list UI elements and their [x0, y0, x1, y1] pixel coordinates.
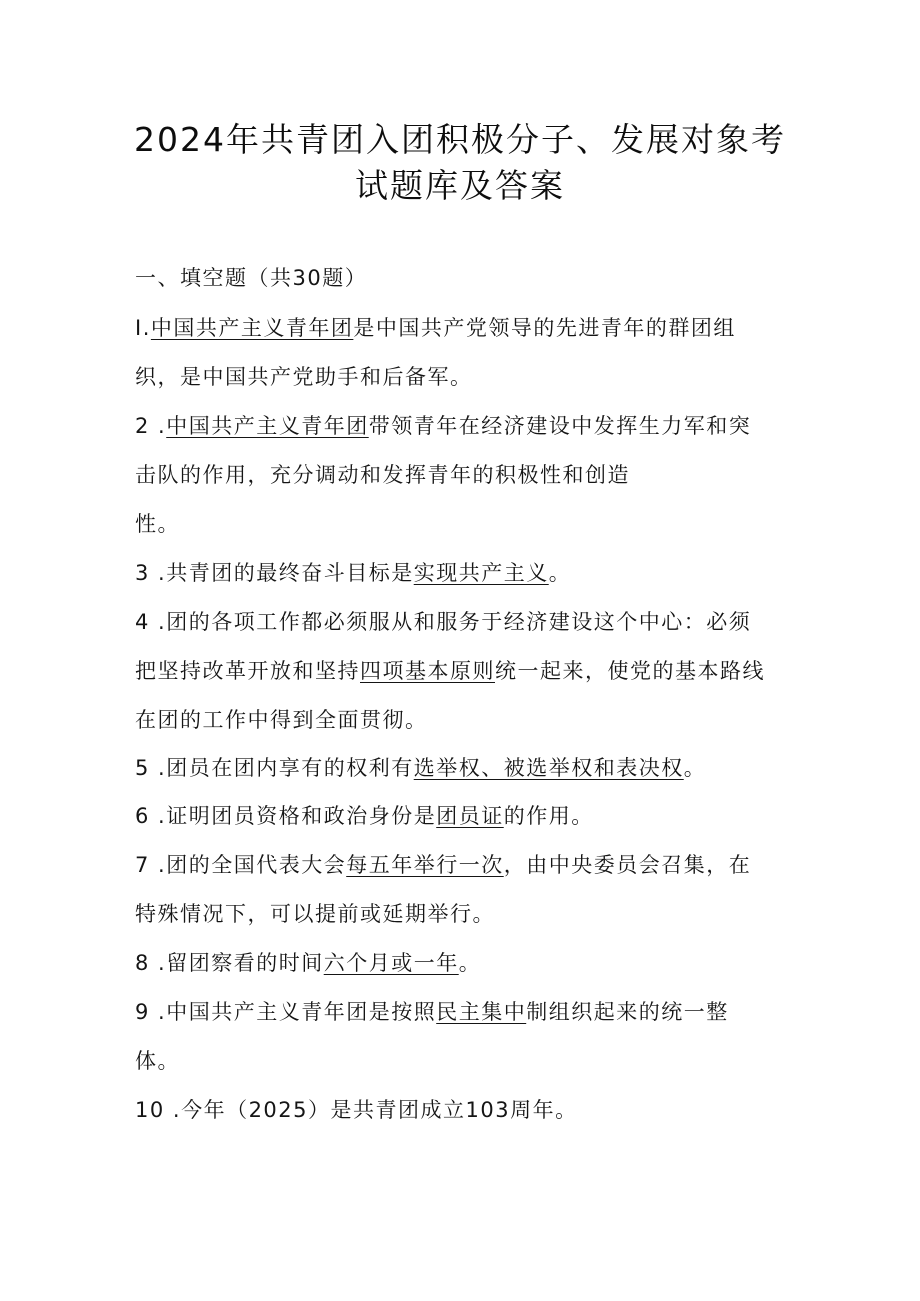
question-4-line-1: 4 .团的各项工作都必须服从和服务于经济建设这个中心：必须 — [135, 610, 752, 634]
question-8-text: 8 .留团察看的时间 — [135, 951, 324, 975]
question-10-line-1: 10 .今年（2025）是共青团成立103周年。 — [135, 1098, 578, 1122]
question-2-answer: 中国共产主义青年团 — [166, 414, 369, 438]
question-2-text: 带领青年在经济建设中发挥生力军和突 — [368, 414, 752, 438]
question-6-line-1 — [135, 800, 594, 830]
question-3-suffix: 。 — [548, 561, 572, 585]
question-9-line-1 — [135, 996, 729, 1026]
question-7-answer: 每五年举行一次 — [346, 853, 504, 877]
question-5-answer: 选举权、被选举权和表决权 — [413, 756, 684, 780]
question-3-text: 3 .共青团的最终奋斗目标是 — [135, 561, 414, 585]
question-7-line-2: 特殊情况下，可以提前或延期举行。 — [135, 902, 495, 926]
question-6-text: 6 .证明团员资格和政治身份是 — [135, 804, 437, 828]
question-1-text: 是中国共产党领导的先进青年的群团组 — [353, 316, 736, 340]
question-6-suffix: 的作用。 — [503, 804, 594, 828]
question-2-line-1 — [135, 410, 751, 440]
question-2-line-2: 击队的作用，充分调动和发挥青年的积极性和创造 — [135, 463, 630, 487]
question-8-suffix: 。 — [458, 951, 482, 975]
question-8-line-1 — [135, 947, 481, 977]
question-5-text: 5 .团员在团内享有的权利有 — [135, 756, 414, 780]
question-5-line-1 — [135, 752, 706, 782]
question-2-line-3: 性。 — [135, 512, 180, 536]
document-title-line-2: 试题库及答案 — [355, 166, 565, 205]
question-4-suffix: 统一起来，使党的基本路线 — [495, 659, 765, 683]
question-9-suffix: 制组织起来的统一整 — [526, 1000, 729, 1024]
question-6-answer: 团员证 — [436, 804, 504, 828]
question-4-text: 把坚持改革开放和坚持 — [135, 659, 360, 683]
document-title-line-1: 2024年共青团入团积极分子、发展对象考 — [134, 120, 786, 159]
question-1-prefix: I. — [135, 316, 151, 340]
question-4-line-2 — [135, 655, 765, 685]
question-7-line-1 — [135, 849, 751, 879]
question-9-text: 9 .中国共产主义青年团是按照 — [135, 1000, 437, 1024]
question-2-prefix: 2 . — [135, 414, 167, 438]
question-7-text: 7 .团的全国代表大会 — [135, 853, 347, 877]
question-3-line-1 — [135, 557, 571, 587]
question-4-line-3: 在团的工作中得到全面贯彻。 — [135, 708, 428, 732]
question-7-suffix: ，由中央委员会召集，在 — [503, 853, 752, 877]
question-5-suffix: 。 — [683, 756, 707, 780]
question-1-line-1 — [135, 312, 736, 342]
question-1-answer: 中国共产主义青年团 — [150, 316, 354, 340]
question-8-answer: 六个月或一年 — [323, 951, 459, 975]
question-3-answer: 实现共产主义 — [413, 561, 549, 585]
question-9-answer: 民主集中 — [436, 1000, 527, 1024]
question-4-answer: 四项基本原则 — [360, 659, 495, 683]
question-9-line-2: 体。 — [135, 1049, 180, 1073]
question-1-line-2: 织，是中国共产党助手和后备军。 — [135, 365, 473, 389]
section-heading: 一、填空题（共30题） — [135, 266, 368, 290]
